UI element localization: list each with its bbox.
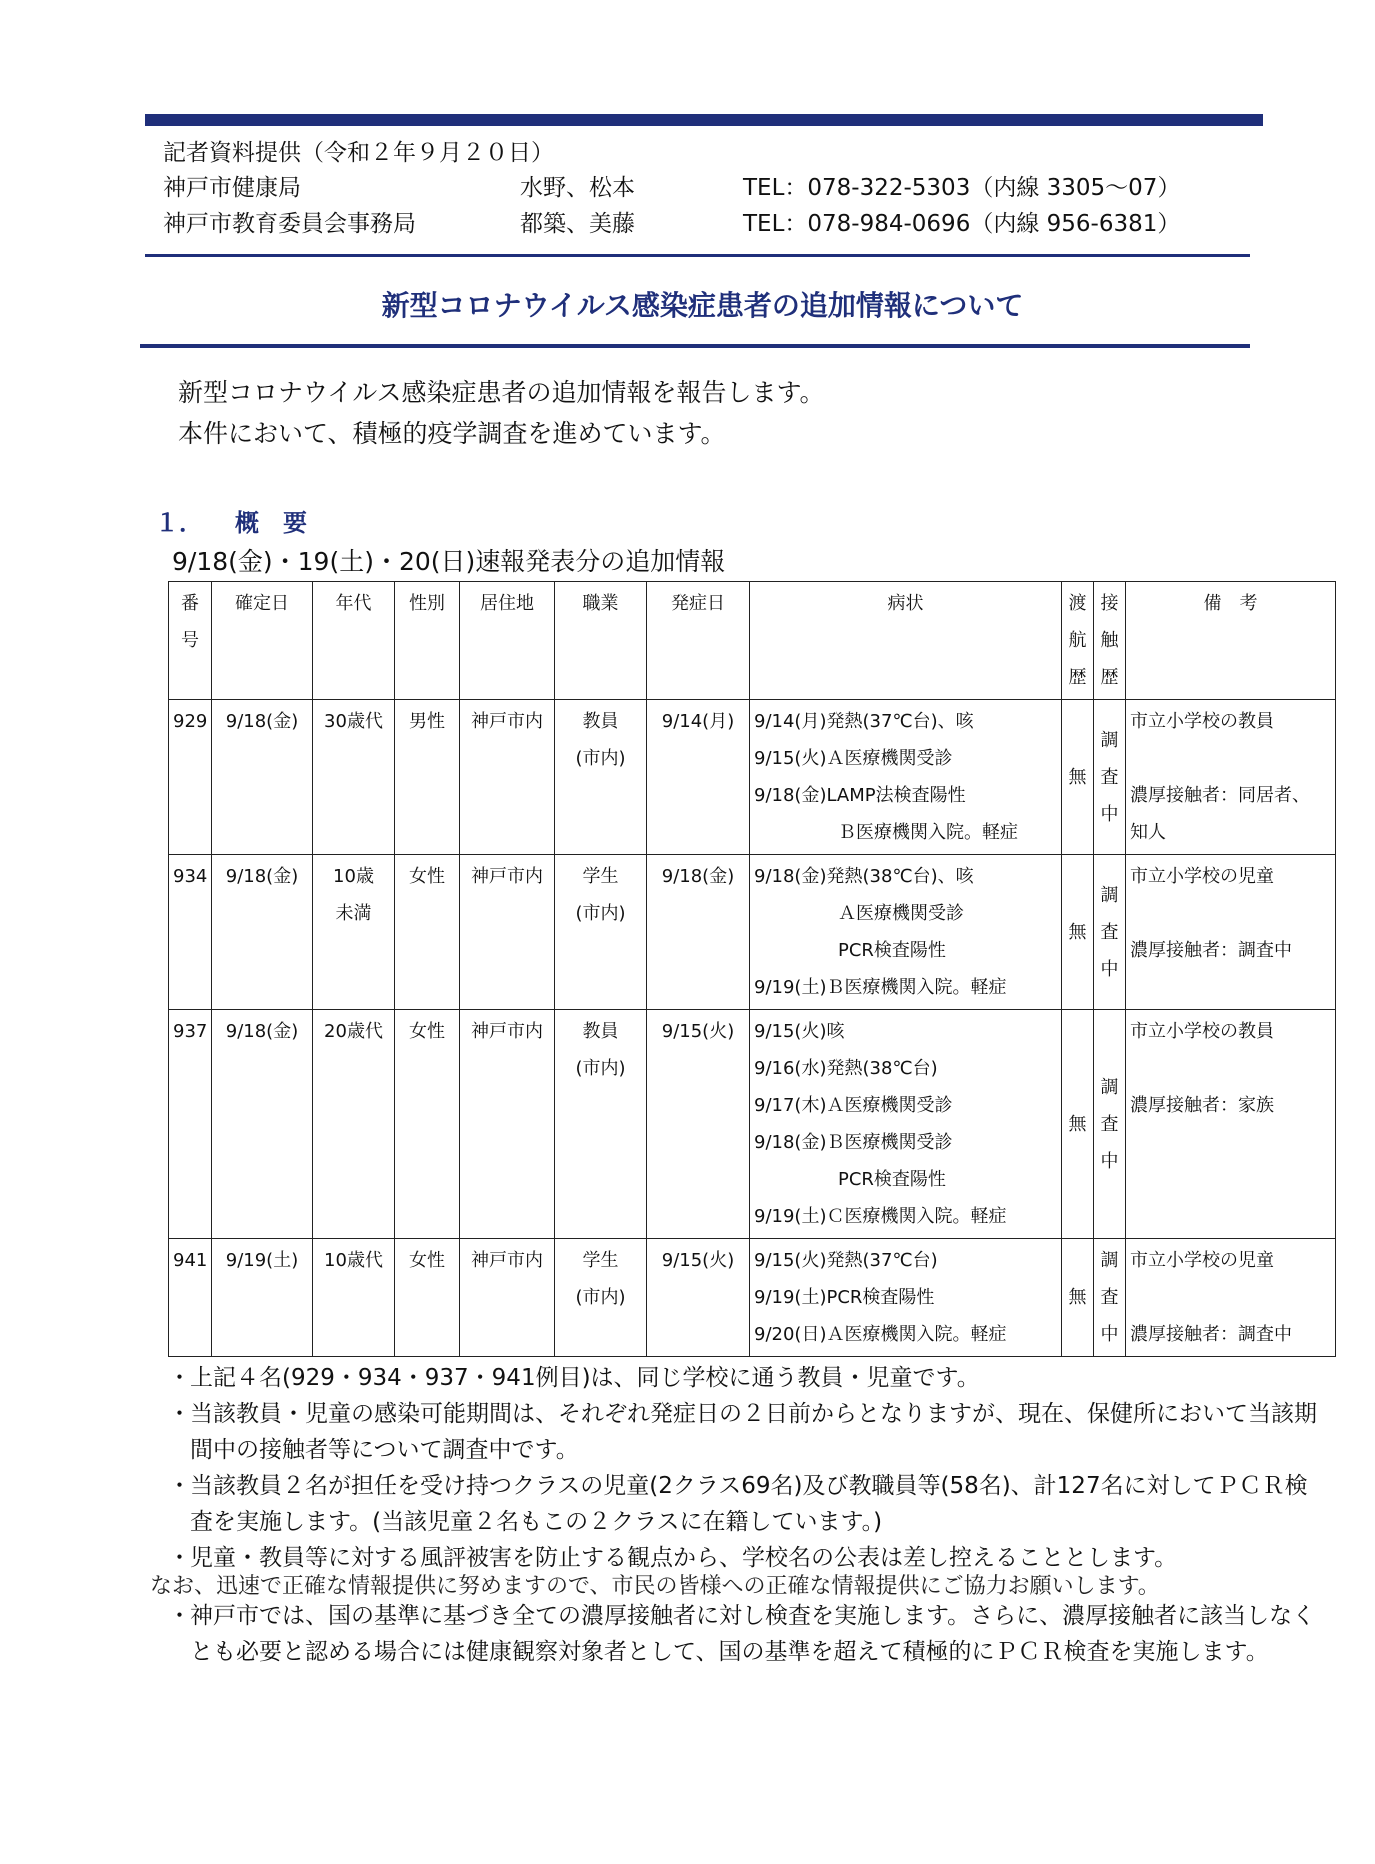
onset-date: 9/15(火): [647, 1239, 750, 1357]
occupation: 学生 (市内): [555, 1239, 647, 1357]
note-item: ・ 当該教員２名が担任を受け持つクラスの児童(2クラス69名)及び教職員等(58名)、計127名に対してＰＣＲ検査を実施します。(当該児童２名もこの２クラスに在籍しています。): [168, 1473, 1308, 1535]
remarks: 市立小学校の教員 濃厚接触者：同居者、 知人: [1126, 700, 1336, 855]
note-item: ・ 当該教員・児童の感染可能期間は、それぞれ発症日の２日前からとなりますが、現在、保健所において当該期間中の接触者等について調査中です。: [168, 1401, 1317, 1463]
sex: 男性: [395, 700, 460, 855]
sex: 女性: [395, 855, 460, 1010]
header-contact-history: 接 触 歴: [1094, 582, 1126, 700]
notes-list: [168, 1360, 1318, 1670]
travel-history: 無: [1062, 700, 1094, 855]
confirmed-date: 9/18(金): [212, 1010, 313, 1239]
remarks: 市立小学校の教員 濃厚接触者：家族: [1126, 1010, 1336, 1239]
confirmed-date: 9/19(土): [212, 1239, 313, 1357]
contact-history: 調 査 中: [1094, 1239, 1126, 1357]
contact-tel-2: TEL：078-984-0696（内線 956-6381）: [743, 211, 1181, 237]
header-onset-date: 発症日: [647, 582, 750, 700]
symptoms: 9/15(火)発熱(37℃台) 9/19(土)PCR検査陽性 9/20(日)Ａ医療機関入院。軽症: [750, 1239, 1062, 1357]
intro-line-2: 本件において、積極的疫学調査を進めています。: [178, 419, 726, 448]
contact-tel-1: TEL：078-322-5303（内線 3305～07）: [743, 175, 1181, 201]
header-age: 年代: [313, 582, 395, 700]
onset-date: 9/15(火): [647, 1010, 750, 1239]
table-row: [169, 1010, 1336, 1239]
table-row: [169, 700, 1336, 855]
symptoms: 9/14(月)発熱(37℃台)、咳 9/15(火)Ａ医療機関受診 9/18(金)LAMP法検査陽性 Ｂ医療機関入院。軽症: [750, 700, 1062, 855]
section-number: １．: [155, 509, 203, 537]
sex: 女性: [395, 1010, 460, 1239]
section-heading: [155, 508, 307, 538]
residence: 神戸市内: [460, 700, 555, 855]
remarks: 市立小学校の児童 濃厚接触者：調査中: [1126, 855, 1336, 1010]
contact-dept-1: 神戸市健康局: [163, 175, 301, 201]
header-sex: 性別: [395, 582, 460, 700]
travel-history: 無: [1062, 1010, 1094, 1239]
header-symptoms: 病状: [750, 582, 1062, 700]
cases-table: [168, 581, 1336, 1357]
sex: 女性: [395, 1239, 460, 1357]
press-release-date: 記者資料提供（令和２年９月２０日）: [163, 140, 554, 166]
contact-staff-1: 水野、松本: [520, 175, 635, 201]
residence: 神戸市内: [460, 1239, 555, 1357]
case-number: 941: [169, 1239, 212, 1357]
contact-history: 調 査 中: [1094, 855, 1126, 1010]
residence: 神戸市内: [460, 855, 555, 1010]
closing-remark: なお、迅速で正確な情報提供に努めますので、市民の皆様への正確な情報提供にご協力お願いします。: [150, 1574, 1160, 1599]
remarks: 市立小学校の児童 濃厚接触者：調査中: [1126, 1239, 1336, 1357]
contact-dept-2: 神戸市教育委員会事務局: [163, 211, 416, 237]
note-item: ・ 神戸市では、国の基準に基づき全ての濃厚接触者に対し検査を実施します。さらに、濃厚接触者に該当しなくとも必要と認める場合には健康観察対象者として、国の基準を超えて積極的にＰＣＲ検査を実施します。: [168, 1603, 1316, 1665]
symptoms: 9/15(火)咳 9/16(水)発熱(38℃台) 9/17(木)Ａ医療機関受診 9/18(金)Ｂ医療機関受診 PCR検査陽性 9/19(土)Ｃ医療機関入院。軽症: [750, 1010, 1062, 1239]
table-row: [169, 855, 1336, 1010]
note-item: ・ 児童・教員等に対する風評被害を防止する観点から、学校名の公表は差し控えることとします。: [168, 1545, 1178, 1571]
title-bottom-rule: [140, 344, 1250, 348]
header-divider-rule: [145, 254, 1250, 257]
header-number: 番 号: [169, 582, 212, 700]
travel-history: 無: [1062, 1239, 1094, 1357]
header-travel-history: 渡 航 歴: [1062, 582, 1094, 700]
case-number: 934: [169, 855, 212, 1010]
case-number: 929: [169, 700, 212, 855]
confirmed-date: 9/18(金): [212, 700, 313, 855]
contact-staff-2: 都築、美藤: [520, 211, 635, 237]
contact-history: 調 査 中: [1094, 1010, 1126, 1239]
header-top-rule: [145, 114, 1263, 126]
contact-history: 調 査 中: [1094, 700, 1126, 855]
note-item: ・ 上記４名(929・934・937・941例目)は、同じ学校に通う教員・児童です。: [168, 1365, 980, 1391]
header-residence: 居住地: [460, 582, 555, 700]
table-header-row: [169, 582, 1336, 700]
onset-date: 9/18(金): [647, 855, 750, 1010]
page-title: 新型コロナウイルス感染症患者の追加情報について: [381, 289, 1024, 322]
age-group: 30歳代: [313, 700, 395, 855]
section-label: 概 要: [235, 509, 307, 537]
header-confirmed-date: 確定日: [212, 582, 313, 700]
age-group: 10歳 未満: [313, 855, 395, 1010]
occupation: 教員 (市内): [555, 1010, 647, 1239]
residence: 神戸市内: [460, 1010, 555, 1239]
occupation: 教員 (市内): [555, 700, 647, 855]
table-row: [169, 1239, 1336, 1357]
travel-history: 無: [1062, 855, 1094, 1010]
occupation: 学生 (市内): [555, 855, 647, 1010]
intro-line-1: 新型コロナウイルス感染症患者の追加情報を報告します。: [178, 378, 825, 407]
header-remarks: 備 考: [1126, 582, 1336, 700]
age-group: 10歳代: [313, 1239, 395, 1357]
symptoms: 9/18(金)発熱(38℃台)、咳 Ａ医療機関受診 PCR検査陽性 9/19(土)Ｂ医療機関入院。軽症: [750, 855, 1062, 1010]
age-group: 20歳代: [313, 1010, 395, 1239]
confirmed-date: 9/18(金): [212, 855, 313, 1010]
onset-date: 9/14(月): [647, 700, 750, 855]
case-number: 937: [169, 1010, 212, 1239]
header-occupation: 職業: [555, 582, 647, 700]
table-subheading: 9/18(金)・19(土)・20(日)速報発表分の追加情報: [172, 547, 726, 576]
